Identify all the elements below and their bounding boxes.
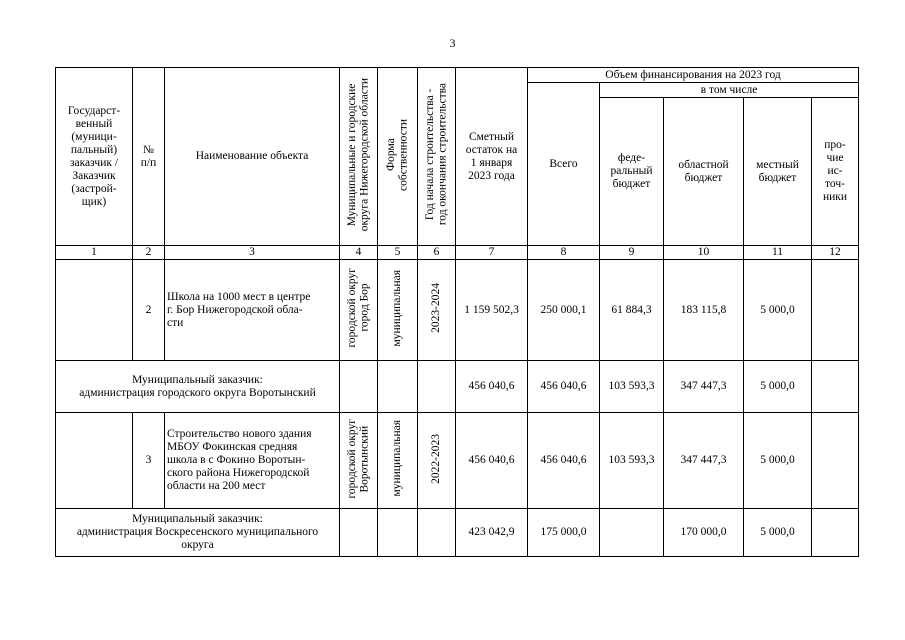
row-ownership-cell — [378, 260, 418, 361]
header-other: про- чие ис- точ- ники — [812, 98, 859, 246]
column-number: 3 — [165, 246, 340, 260]
row-balance: 1 159 502,3 — [456, 260, 528, 361]
column-number: 4 — [340, 246, 378, 260]
row-years: 2023-2024 — [430, 283, 443, 333]
table-row — [56, 260, 859, 361]
empty-cell — [418, 361, 456, 413]
row-num: 2 — [133, 260, 165, 361]
subtotal-total: 456 040,6 — [528, 361, 600, 413]
row-years: 2022-2023 — [430, 433, 443, 484]
row-num: 3 — [133, 413, 165, 509]
row-years-cell — [418, 413, 456, 509]
empty-cell — [340, 509, 378, 557]
empty-cell — [340, 361, 378, 413]
row-other — [812, 260, 859, 361]
customer-label: Муниципальный заказчик: администрация городского округа Воротынский — [56, 361, 340, 413]
empty-cell — [378, 509, 418, 557]
column-number: 6 — [418, 246, 456, 260]
empty-cell — [378, 361, 418, 413]
subtotal-local: 5 000,0 — [744, 361, 812, 413]
header-municipal: Муниципальные и городские округа Нижегородской области — [346, 77, 371, 232]
column-number: 7 — [456, 246, 528, 260]
column-number: 10 — [664, 246, 744, 260]
header-years-cell — [418, 68, 456, 246]
header-balance: Сметный остаток на 1 января 2023 года — [456, 68, 528, 246]
row-federal: 103 593,3 — [600, 413, 664, 509]
column-number: 9 — [600, 246, 664, 260]
row-object-name: Школа на 1000 мест в центре г. Бор Нижегородской обла- сти — [165, 260, 340, 361]
page-number: 3 — [449, 36, 456, 50]
row-balance: 456 040,6 — [456, 413, 528, 509]
row-other — [812, 413, 859, 509]
column-number: 12 — [812, 246, 859, 260]
customer-label: Муниципальный заказчик: администрация Воскресенского муниципального округа — [56, 509, 340, 557]
row-municipal-cell — [340, 260, 378, 361]
empty-cell — [418, 509, 456, 557]
subtotal-balance: 456 040,6 — [456, 361, 528, 413]
row-object-name: Строительство нового здания МБОУ Фокинская средняя школа в с Фокино Воротын- ского района Нижегородской области на 200 мест — [165, 413, 340, 509]
row-customer — [56, 260, 133, 361]
row-ownership: муниципальная — [391, 269, 404, 347]
header-municipal-cell — [340, 68, 378, 246]
row-ownership-cell — [378, 413, 418, 509]
row-regional: 183 115,8 — [664, 260, 744, 361]
subtotal-other — [812, 361, 859, 413]
row-total: 456 040,6 — [528, 413, 600, 509]
header-funding: Объем финансирования на 2023 год — [528, 68, 859, 83]
customer-subtotal-row — [56, 509, 859, 557]
row-municipal: городской округ город Бор — [346, 268, 371, 348]
header-ownership-cell — [378, 68, 418, 246]
subtotal-regional: 347 447,3 — [664, 361, 744, 413]
row-local: 5 000,0 — [744, 260, 812, 361]
column-number: 5 — [378, 246, 418, 260]
row-municipal: городской округ Воротынский — [346, 418, 371, 499]
header-num: № п/п — [133, 68, 165, 246]
row-municipal-cell — [340, 413, 378, 509]
header-object-name: Наименование объекта — [165, 68, 340, 246]
header-regional: областной бюджет — [664, 98, 744, 246]
row-regional: 347 447,3 — [664, 413, 744, 509]
financing-table — [55, 67, 859, 557]
table-row — [56, 413, 859, 509]
row-federal: 61 884,3 — [600, 260, 664, 361]
header-local: местный бюджет — [744, 98, 812, 246]
row-local: 5 000,0 — [744, 413, 812, 509]
column-number: 2 — [133, 246, 165, 260]
header-customer: Государст- венный (муници- пальный) заказчик / Заказчик (застрой- щик) — [56, 68, 133, 246]
header-years: Год начала строительства - год окончания строительства — [424, 83, 449, 226]
row-ownership: муниципальная — [391, 420, 404, 497]
subtotal-total: 175 000,0 — [528, 509, 600, 557]
header-including: в том числе — [600, 83, 859, 98]
subtotal-regional: 170 000,0 — [664, 509, 744, 557]
header-federal: феде- ральный бюджет — [600, 98, 664, 246]
subtotal-other — [812, 509, 859, 557]
header-total: Всего — [528, 83, 600, 246]
subtotal-federal: 103 593,3 — [600, 361, 664, 413]
row-customer — [56, 413, 133, 509]
column-number: 8 — [528, 246, 600, 260]
row-years-cell — [418, 260, 456, 361]
header-ownership: Форма собственности — [385, 118, 410, 191]
column-number: 1 — [56, 246, 133, 260]
subtotal-federal — [600, 509, 664, 557]
row-total: 250 000,1 — [528, 260, 600, 361]
subtotal-local: 5 000,0 — [744, 509, 812, 557]
customer-subtotal-row — [56, 361, 859, 413]
column-number: 11 — [744, 246, 812, 260]
subtotal-balance: 423 042,9 — [456, 509, 528, 557]
